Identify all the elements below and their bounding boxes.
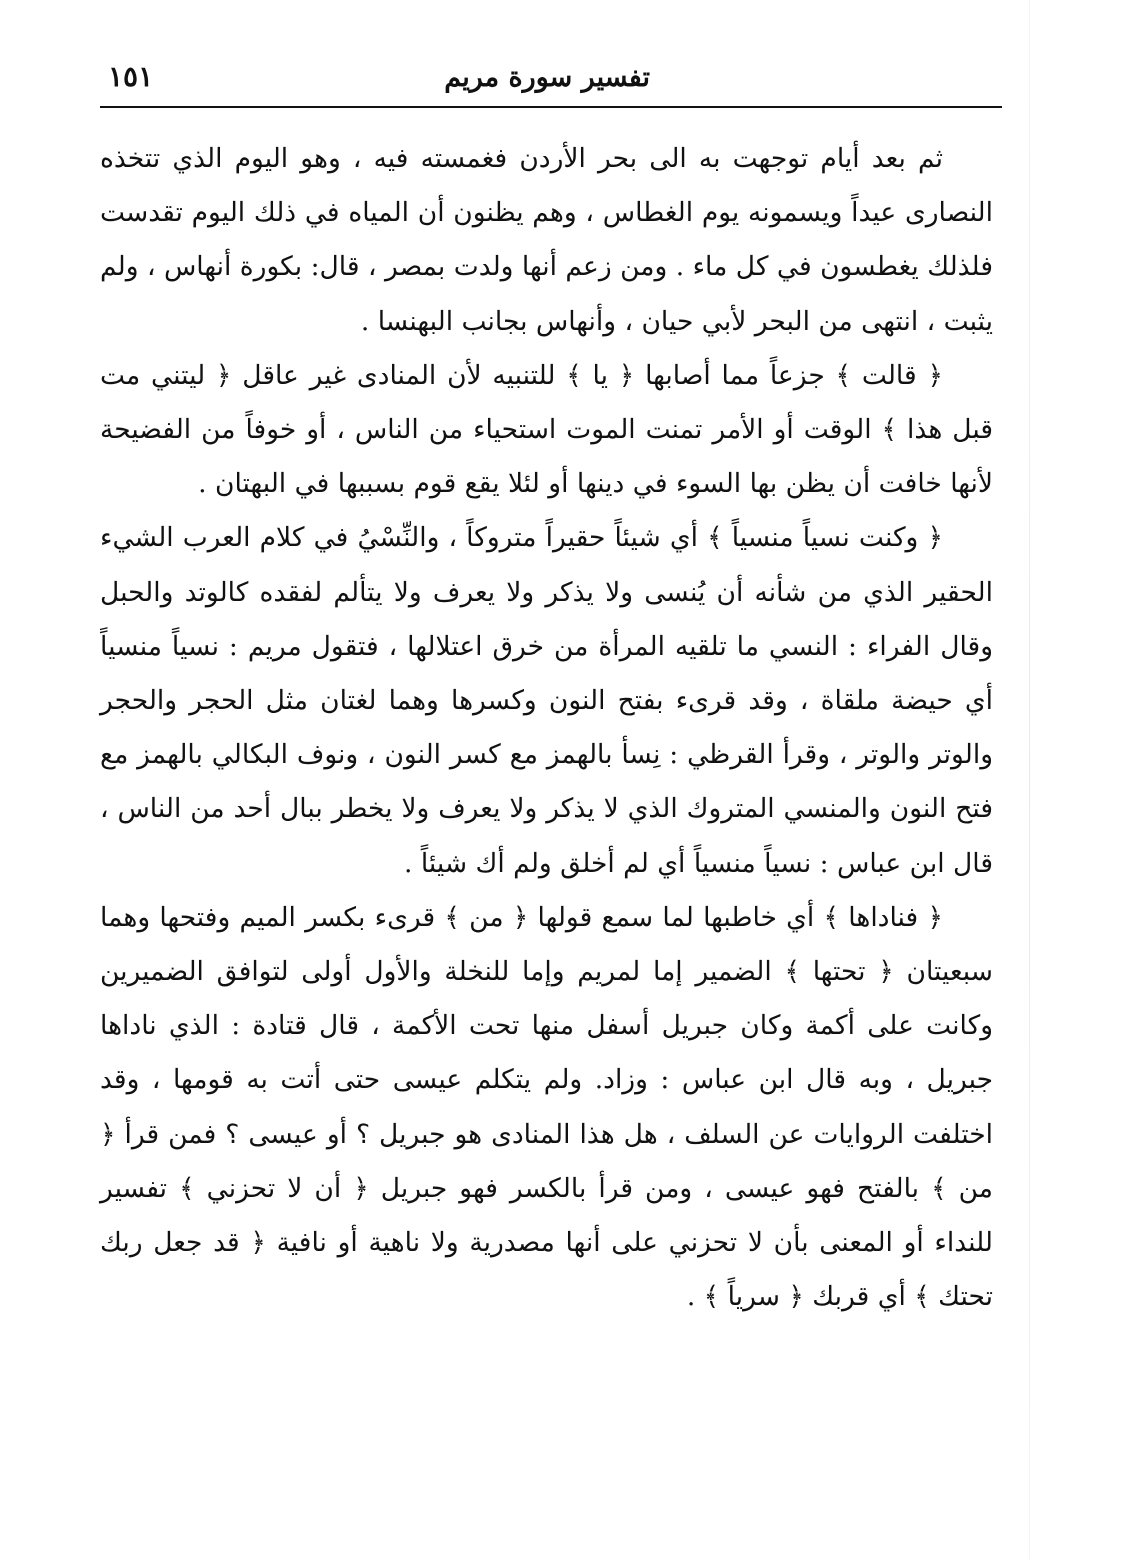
paragraph-3: ﴿ وكنت نسياً منسياً ﴾ أي شيئاً حقيراً متروكاً ، والنِّسْيُ في كلام العرب الشيء الحقير الذي من شأنه أن يُنسى ولا يذكر ولا يعرف ولا يتألم لفقده كالوتد والحبل وقال الفراء : النسي ما تلقيه المرأة من خرق اعتلالها ، فتقول مريم : نسياً منسياً أي حيضة ملقاة ، وقد قرىء بفتح النون وكسرها وهما لغتان مثل الحجر والحجر والوتر والوتر ، وقرأ القرظي : نِسأ بالهمز مع كسر النون ، ونوف البكالي بالهمز مع فتح النون والمنسي المتروك الذي لا يذكر ولا يعرف ولا يخطر ببال أحد من الناس ، قال ابن عباس : نسياً منسياً أي لم أخلق ولم أك شيئاً . — [100, 522, 993, 879]
header-divider — [100, 106, 1002, 108]
paragraph-4: ﴿ فناداها ﴾ أي خاطبها لما سمع قولها ﴿ من ﴾ قرىء بكسر الميم وفتحها وهما سبعيتان ﴿ تحتها ﴾ الضمير إما لمريم وإما للنخلة والأول أولى لتوافق الضميرين وكانت على أكمة وكان جبريل أسفل منها تحت الأكمة ، قال قتادة : الذي ناداها جبريل ، وبه قال ابن عباس : وزاد. ولم يتكلم عيسى حتى أتت به قومها ، وقد اختلفت الروايات عن السلف ، هل هذا المنادى هو جبريل ؟ أو عيسى ؟ فمن قرأ ﴿ من ﴾ بالفتح فهو عيسى ، ومن قرأ بالكسر فهو جبريل ﴿ أن لا تحزني ﴾ تفسير للنداء أو المعنى بأن لا تحزني على أنها مصدرية ولا ناهية أو نافية ﴿ قد جعل ربك تحتك ﴾ أي قربك ﴿ سرياً ﴾ . — [100, 901, 993, 1313]
page-number: ١٥١ — [108, 60, 154, 93]
paragraph-1: ثم بعد أيام توجهت به الى بحر الأردن فغمسته فيه ، وهو اليوم الذي تتخذه النصارى عيداً ويسمونه يوم الغطاس ، وهم يظنون أن المياه في ذلك اليوم تقدست فلذلك يغطسون في كل ماء . ومن زعم أنها ولدت بمصر ، قال: بكورة أنهاس ، ولم يثبت ، انتهى من البحر لأبي حيان ، وأنهاس بجانب البهنسا . — [100, 143, 993, 337]
page-header — [100, 52, 1002, 104]
paragraph-2: ﴿ قالت ﴾ جزعاً مما أصابها ﴿ يا ﴾ للتنبيه لأن المنادى غير عاقل ﴿ ليتني مت قبل هذا ﴾ الوقت أو الأمر تمنت الموت استحياء من الناس ، أو خوفاً من الفضيحة لأنها خافت أن يظن بها السوء في دينها أو لئلا يقع قوم بسببها في البهتان . — [100, 359, 993, 500]
body-text — [100, 132, 993, 1324]
scan-edge-shadow — [1029, 0, 1030, 1559]
running-title: تفسير سورة مريم — [444, 62, 650, 93]
